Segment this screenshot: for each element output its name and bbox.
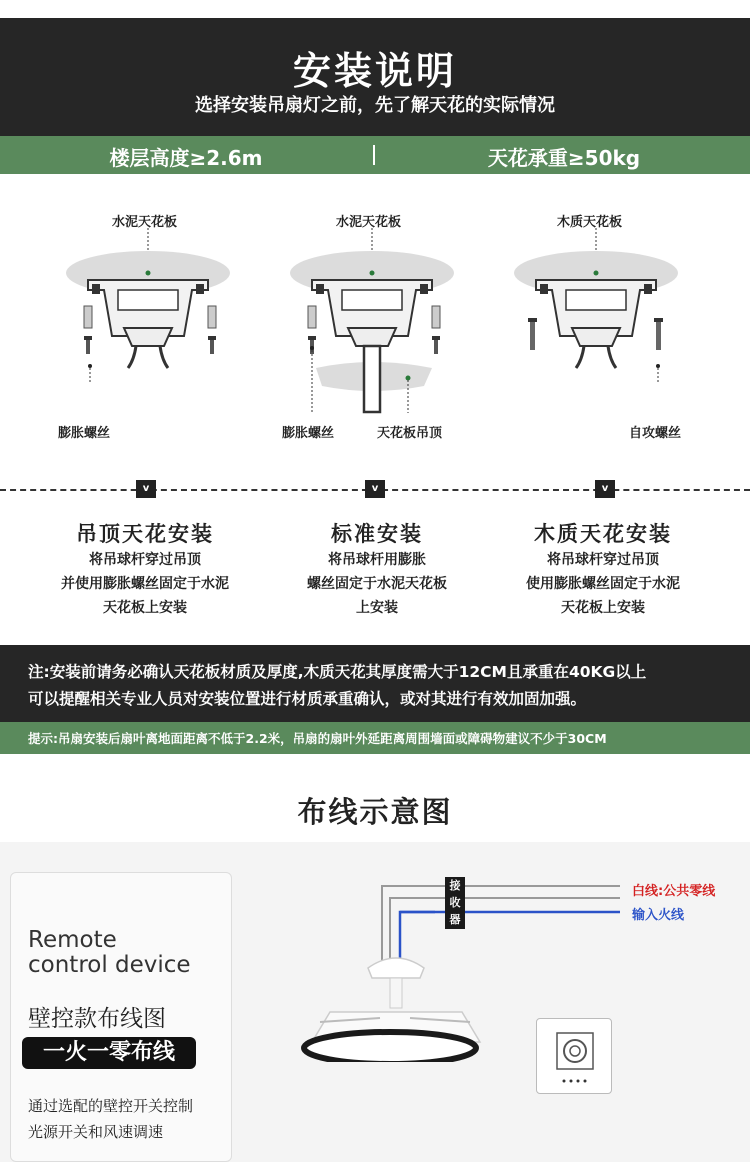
wiring-description bbox=[28, 1093, 193, 1145]
diagram2-right-label: 天花板吊顶 bbox=[377, 426, 443, 441]
requirements-bar bbox=[0, 136, 750, 174]
requirements-divider bbox=[373, 145, 375, 165]
method2-desc-line: 将吊球杆用膨胀 bbox=[328, 552, 426, 568]
diagram3-bracket-illustration bbox=[506, 228, 686, 388]
marker-1: v bbox=[136, 480, 156, 498]
method3-title: 木质天花安装 bbox=[534, 522, 672, 546]
wiring-desc-line: 通过选配的壁控开关控制 bbox=[28, 1097, 194, 1115]
white-wire-caption bbox=[632, 880, 715, 899]
page-subtitle: 选择安装吊扇灯之前，先了解天花的实际情况 bbox=[195, 95, 555, 116]
diagram3-top-label: 木质天花板 bbox=[557, 215, 623, 230]
white-wire-text: 公共零线 bbox=[663, 884, 716, 899]
note-line: 可以提醒相关专业人员对安装位置进行材质承重确认，或对其进行有效加固加强。 bbox=[28, 690, 587, 708]
method2-desc-line: 上安装 bbox=[356, 600, 398, 616]
note-line: 注:安装前请务必确认天花板材质及厚度,木质天花其厚度需大于12CM且承重在40KG以上 bbox=[28, 663, 647, 681]
method2-desc bbox=[252, 548, 502, 620]
diagram1-left-label: 膨胀螺丝 bbox=[58, 426, 111, 441]
installation-note bbox=[0, 645, 750, 722]
method3-desc-line: 天花板上安装 bbox=[561, 600, 645, 616]
receiver-char: 接 bbox=[449, 879, 461, 892]
wall-control-title: 壁控款布线图 bbox=[28, 1006, 166, 1032]
diagram2-top-label: 水泥天花板 bbox=[336, 215, 402, 230]
method1-desc-line: 天花板上安装 bbox=[103, 600, 187, 616]
remote-control-heading bbox=[28, 928, 191, 978]
method3-desc bbox=[478, 548, 728, 620]
method1-desc-line: 将吊球杆穿过吊顶 bbox=[89, 552, 201, 568]
diagram2-left-label: 膨胀螺丝 bbox=[282, 426, 335, 441]
receiver-char: 器 bbox=[449, 913, 461, 926]
diagram2-bracket-illustration bbox=[282, 228, 462, 418]
method3-desc-line: 使用膨胀螺丝固定于水泥 bbox=[526, 576, 680, 592]
diagram1-bracket-illustration bbox=[60, 228, 240, 388]
wiring-desc-line: 光源开关和风速调速 bbox=[28, 1123, 164, 1141]
method1-title: 吊顶天花安装 bbox=[76, 522, 214, 546]
wiring-title: 布线示意图 bbox=[297, 795, 453, 829]
floor-height-requirement: 楼层高度≥2.6m bbox=[109, 146, 263, 170]
method2-desc-line: 螺丝固定于水泥天花板 bbox=[307, 576, 447, 592]
ceiling-load-requirement: 天花承重≥50kg bbox=[487, 146, 641, 170]
remote-heading-line: control device bbox=[28, 952, 191, 978]
receiver-char: 收 bbox=[449, 896, 461, 909]
method1-desc-line: 并使用膨胀螺丝固定于水泥 bbox=[61, 576, 229, 592]
diagram1-top-label: 水泥天花板 bbox=[112, 215, 178, 230]
page-title: 安装说明 bbox=[292, 49, 457, 93]
diagram3-right-label: 自攻螺丝 bbox=[629, 426, 682, 441]
wall-switch-icon bbox=[537, 1019, 613, 1095]
white-wire-label: 白线: bbox=[632, 884, 664, 899]
header-banner bbox=[0, 18, 750, 136]
method1-desc bbox=[20, 548, 270, 620]
receiver-box bbox=[445, 877, 465, 929]
method3-desc-line: 将吊球杆穿过吊顶 bbox=[547, 552, 659, 568]
marker-3: v bbox=[595, 480, 615, 498]
marker-2: v bbox=[365, 480, 385, 498]
installation-tip: 提示:吊扇安装后扇叶离地面距离不低于2.2米，吊扇的扇叶外延距离周围墙面或障碍物建议不少于30CM bbox=[0, 722, 750, 754]
method2-title: 标准安装 bbox=[331, 522, 423, 546]
live-wire-label: 输入火线 bbox=[632, 908, 685, 923]
wiring-type-badge: 一火一零布线 bbox=[22, 1037, 196, 1069]
wall-switch bbox=[536, 1018, 612, 1094]
remote-heading-line: Remote bbox=[28, 927, 117, 953]
